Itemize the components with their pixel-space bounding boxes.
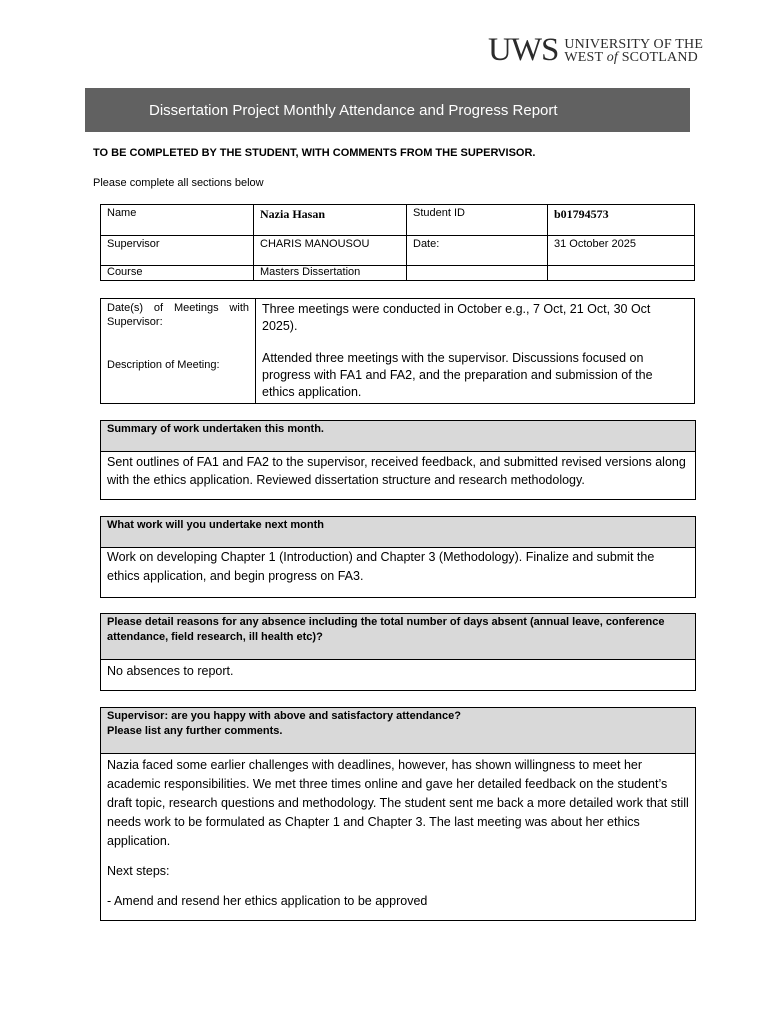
supervisor-comments-field[interactable] <box>101 754 695 913</box>
course-field[interactable]: Masters Dissertation <box>254 266 407 281</box>
summary-section <box>100 420 696 500</box>
student-id-field[interactable]: b01794573 <box>548 205 695 236</box>
meetings-row <box>101 299 695 404</box>
absence-field[interactable] <box>101 660 695 682</box>
details-row-course <box>101 266 695 281</box>
logo-wordmark <box>564 38 703 64</box>
meeting-dates-label: Date(s) of Meetings with Supervisor: <box>107 302 249 328</box>
next-month-field[interactable] <box>101 548 695 588</box>
student-id-label: Student ID <box>407 205 548 236</box>
next-step-item: - Amend and resend her ethics application to be approved <box>107 894 428 908</box>
student-details-table <box>100 204 695 281</box>
supervisor-label: Supervisor <box>101 236 254 266</box>
logo-line-1: UNIVERSITY OF THE <box>564 36 704 52</box>
supervisor-comments-section <box>100 707 696 921</box>
absence-heading: Please detail reasons for any absence including the total number of days absent (annual leave, conference attendance, field research, ill health etc)? <box>101 614 695 660</box>
name-label: Name <box>101 205 254 236</box>
next-steps-label: Next steps: <box>107 864 170 878</box>
date-label: Date: <box>407 236 548 266</box>
meeting-description-label: Description of Meeting: <box>107 359 220 371</box>
logo-mark: UWS <box>488 32 559 68</box>
date-field[interactable]: 31 October 2025 <box>548 236 695 266</box>
meetings-table <box>100 298 695 404</box>
meetings-field[interactable] <box>256 299 695 404</box>
summary-field[interactable] <box>101 452 695 491</box>
supervisor-comments-heading-line-1: Supervisor: are you happy with above and satisfactory attendance? <box>107 710 461 722</box>
instruction-text: TO BE COMPLETED BY THE STUDENT, WITH COMMENTS FROM THE SUPERVISOR. <box>93 147 536 159</box>
summary-heading: Summary of work undertaken this month. <box>101 421 695 452</box>
course-label: Course <box>101 266 254 281</box>
next-month-text: Work on developing Chapter 1 (Introduction) and Chapter 3 (Methodology). Finalize and submit the ethics application, and begin progress on FA3. <box>107 550 655 583</box>
next-month-heading: What work will you undertake next month <box>101 517 695 548</box>
supervisor-comments-heading <box>101 708 695 754</box>
empty-cell <box>407 266 548 281</box>
next-month-section <box>100 516 696 598</box>
completion-note: Please complete all sections below <box>93 177 264 189</box>
supervisor-comment-paragraph: Nazia faced some earlier challenges with deadlines, however, has shown willingness to meet her academic responsibilities. We met three times online and gave her detailed feedback on the student’s draft topic, research questions and methodology. The student sent me back a more detailed work that still needs work to be formulated as Chapter 1 and Chapter 3. The last meeting was about her ethics application. <box>107 758 689 848</box>
name-field[interactable]: Nazia Hasan <box>254 205 407 236</box>
absence-section <box>100 613 696 691</box>
supervisor-comments-heading-line-2: Please list any further comments. <box>107 725 283 737</box>
university-logo <box>488 34 703 67</box>
absence-text: No absences to report. <box>107 664 234 678</box>
summary-text: Sent outlines of FA1 and FA2 to the supervisor, received feedback, and submitted revised versions along with the ethics application. Reviewed dissertation structure and research methodology. <box>107 455 686 487</box>
meeting-description-text: Attended three meetings with the supervisor. Discussions focused on progress with FA1 and FA2, and the preparation and submission of the ethics application. <box>262 351 653 399</box>
document-title: Dissertation Project Monthly Attendance and Progress Report <box>149 101 558 119</box>
logo-line-2: WEST of SCOTLAND <box>564 49 698 65</box>
details-row-name <box>101 205 695 236</box>
empty-field[interactable] <box>548 266 695 281</box>
supervisor-field[interactable]: CHARIS MANOUSOU <box>254 236 407 266</box>
meetings-labels <box>101 299 256 404</box>
document-title-banner <box>85 88 690 132</box>
meeting-dates-text: Three meetings were conducted in October e.g., 7 Oct, 21 Oct, 30 Oct 2025). <box>262 302 651 333</box>
details-row-supervisor <box>101 236 695 266</box>
